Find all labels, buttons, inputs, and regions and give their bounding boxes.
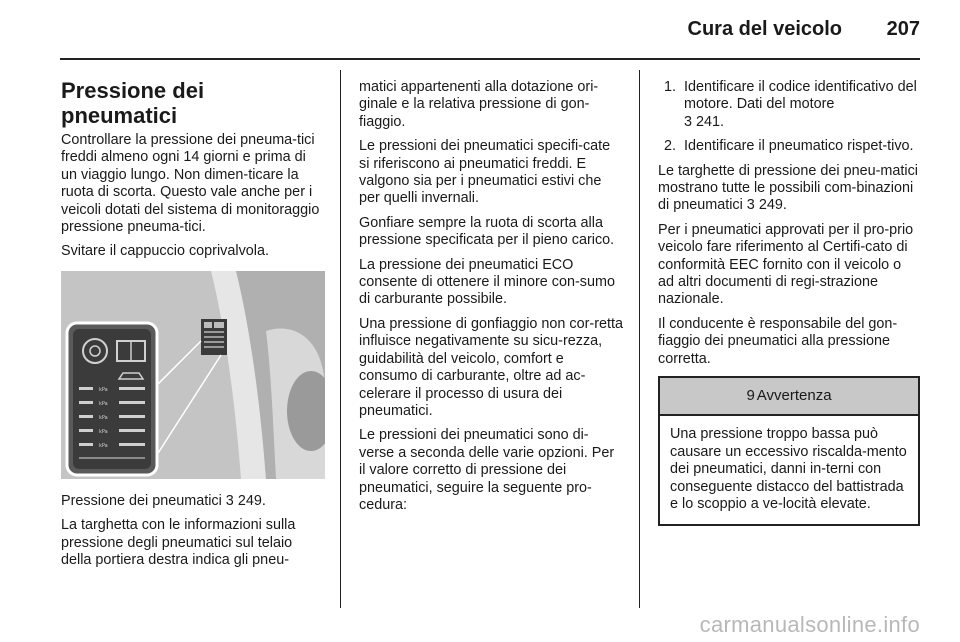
paragraph: Controllare la pressione dei pneuma-tici freddi almeno ogni 14 giorni e prima di un viaggio lungo. Non dimen-ticare la ruota di scorta. Questo vale anche per i veicoli dotati del sistema di monitoraggio pressione pneuma-tici.	[61, 132, 320, 236]
paragraph: Gonfiare sempre la ruota di scorta alla pressione specificata per il pieno carico.	[359, 214, 615, 249]
kpa-label: kPa	[99, 414, 108, 421]
header-rule	[60, 58, 920, 60]
warning-header	[660, 378, 918, 416]
step-item: 1. Identificare il codice identificativo del motore. Dati del motore 3 241.	[664, 79, 917, 130]
paragraph: La pressione dei pneumatici ECO consente di ottenere il minore con-sumo di carburante possibile.	[359, 256, 615, 308]
page-header-title: Cura del veicolo	[687, 18, 842, 40]
cross-reference-icon: 3	[746, 197, 755, 214]
kpa-label: kPa	[99, 428, 108, 435]
paragraph: Il conducente è responsabile del gon-fiaggio dei pneumatici alla pressione corretta.	[658, 315, 898, 367]
figure-caption: Pressione dei pneumatici 3 249.	[61, 492, 266, 509]
kpa-label: kPa	[99, 386, 108, 393]
cross-reference-icon: 3	[684, 113, 693, 130]
step-item: 2. Identificare il pneumatico rispet-tivo.	[664, 138, 914, 155]
cross-reference-page[interactable]: 249.	[237, 492, 266, 509]
warning-title: Avvertenza	[756, 387, 832, 405]
cross-reference-icon: 3	[225, 492, 234, 509]
illustration-svg	[61, 271, 325, 479]
kpa-label: kPa	[99, 400, 108, 407]
paragraph: Per i pneumatici approvati per il pro-prio veicolo fare riferimento al Certifi-cato di conformità EEC fornito con il veicolo o ad altri documenti di regi-strazione nazionale.	[658, 221, 914, 308]
watermark: carmanualsonline.info	[699, 612, 920, 637]
paragraph: matici appartenenti alla dotazione ori-ginale e la relativa pressione di gon-fiaggio.	[359, 79, 599, 130]
section-title: Pressione dei pneumatici	[61, 78, 205, 128]
column-divider-1	[340, 70, 341, 608]
kpa-label: kPa	[99, 442, 108, 449]
paragraph: Le pressioni dei pneumatici specifi-cate si riferiscono ai pneumatici freddi. E valgono sia per i pneumatici estivi che per quelli invernali.	[359, 138, 611, 207]
column-1	[61, 78, 325, 576]
page-number: 207	[886, 18, 920, 40]
paragraph: Le pressioni dei pneumatici sono di-verse a seconda delle varie opzioni. Per il valore corretto di pressione dei pneumatici, seguire la seguente pro-cedura:	[359, 427, 615, 513]
paragraph: La targhetta con le informazioni sulla pressione degli pneumatici sul telaio della portiera destra indica gli pneu-	[61, 517, 296, 569]
tire-pressure-label-illustration	[61, 271, 325, 479]
column-divider-2	[639, 70, 640, 608]
cross-reference-page[interactable]: 241.	[696, 113, 725, 130]
paragraph: Le targhette di pressione dei pneu-matici mostrano tutte le possibili com-binazioni di pneumatici 3 249.	[658, 162, 918, 214]
paragraph: Una pressione di gonfiaggio non cor-retta influisce negativamente su sicu-rezza, guidabilità del veicolo, comfort e consumo di carburante, oltre ad ac-celerare il processo di usura dei pneumatici.	[359, 315, 623, 419]
warning-triangle-icon: 9	[746, 387, 755, 405]
warning-text: Una pressione troppo bassa può causare un eccessivo riscalda-mento dei pneumatici, danni in-terni con conseguente distacco del battistrada e lo scoppio a ve-locità elevate.	[670, 426, 907, 513]
cross-reference-page[interactable]: 249.	[758, 197, 787, 214]
paragraph: Svitare il cappuccio coprivalvola.	[61, 243, 269, 260]
warning-box	[658, 376, 920, 526]
procedure-steps	[658, 79, 920, 156]
column-3	[658, 79, 920, 526]
column-2	[359, 79, 623, 521]
